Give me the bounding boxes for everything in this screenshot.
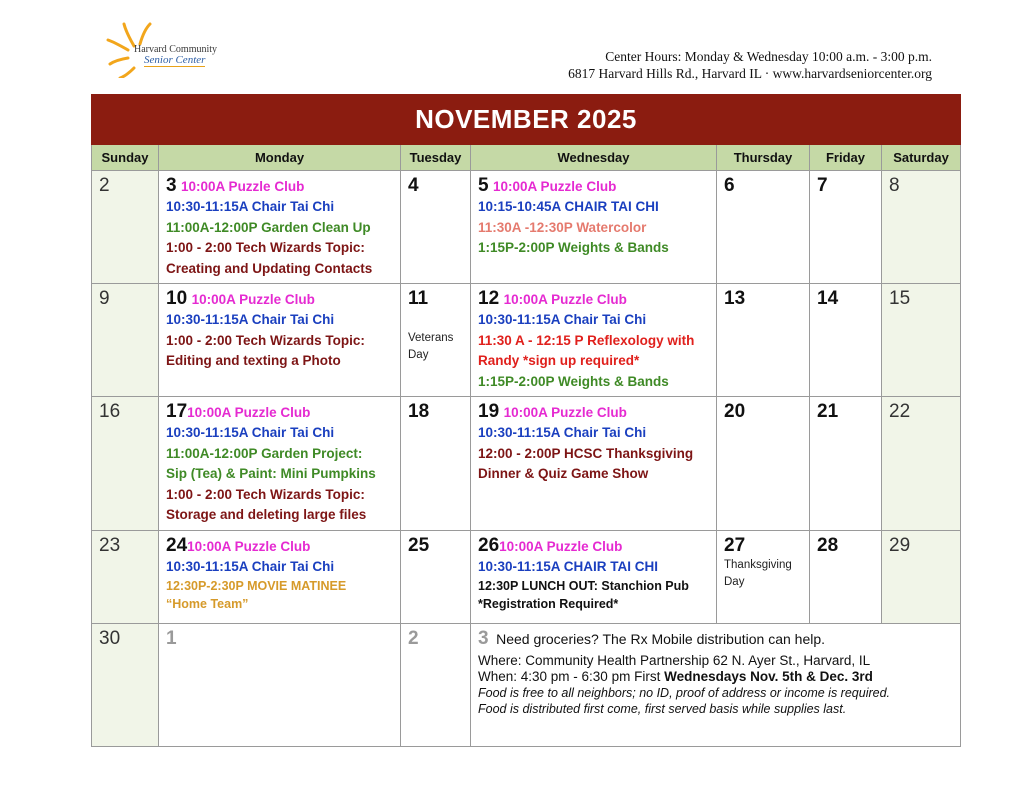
event: Editing and texting a Photo [166,353,341,368]
dow-thursday: Thursday [717,145,810,171]
event: 12:30P LUNCH OUT: Stanchion Pub [478,579,689,593]
logo-line2: Senior Center [144,54,206,66]
dow-wednesday: Wednesday [471,145,717,171]
day-cell [882,530,961,623]
day-number: 26 [478,534,500,556]
day-cell [882,171,961,284]
day-cell [92,171,159,284]
event: 1:15P-2:00P Weights & Bands [478,373,669,389]
day-number: 25 [408,534,430,556]
day-number: 28 [817,534,839,556]
event: 10:00A Puzzle Club [503,292,627,307]
holiday-note: Day [724,575,745,588]
event: 1:00 - 2:00 Tech Wizards Topic: [166,332,365,348]
day-cell [471,530,717,623]
day-cell [159,623,401,746]
day-number: 29 [889,534,911,556]
holiday-note: Day [408,349,429,361]
day-number: 23 [99,534,121,556]
info-when: When: 4:30 pm - 6:30 pm First Wednesdays Nov. 5th & Dec. 3rd [478,668,873,684]
day-number: 13 [724,288,746,309]
day-number: 7 [817,175,828,196]
event: Randy *sign up required* [478,353,640,368]
event: 10:30-11:15A Chair Tai Chi [166,425,335,440]
calendar-table [91,94,961,747]
week-row [92,171,961,284]
event: Creating and Updating Contacts [166,260,373,276]
event: 12:00 - 2:00P HCSC Thanksgiving [478,445,694,461]
day-cell [810,397,882,531]
day-cell [717,397,810,531]
event: 11:30A -12:30P Watercolor [478,219,647,235]
day-number: 15 [889,288,911,309]
day-number: 3 [478,627,489,649]
day-cell [401,171,471,284]
center-info [568,48,932,82]
event: Storage and deleting large files [166,507,367,522]
event: 1:15P-2:00P Weights & Bands [478,240,669,255]
dow-tuesday: Tuesday [401,145,471,171]
food-distribution-cell [471,623,961,746]
day-cell [471,171,717,284]
month-title: NOVEMBER 2025 [92,95,961,145]
event: 10:00A Puzzle Club [187,538,311,554]
day-cell [159,284,401,397]
day-cell [159,530,401,623]
day-cell [401,284,471,397]
event: 10:30-11:15A Chair Tai Chi [166,312,335,327]
day-number: 18 [408,401,430,422]
event: 10:00A Puzzle Club [191,292,315,307]
day-cell [882,397,961,531]
center-address: 6817 Harvard Hills Rd., Harvard IL · www.harvardseniorcenter.org [568,66,932,81]
day-number: 21 [817,401,839,422]
center-hours: Center Hours: Monday & Wednesday 10:00 a.m. - 3:00 p.m. [605,49,932,64]
day-number: 17 [166,401,188,422]
dow-sunday: Sunday [92,145,159,171]
event: 11:30 A - 12:15 P Reflexology with [478,332,695,348]
day-number: 2 [99,175,110,196]
event: 10:00A Puzzle Club [493,179,617,194]
day-cell [92,530,159,623]
event: 10:30-11:15A Chair Tai Chi [478,312,647,327]
dow-saturday: Saturday [882,145,961,171]
week-row [92,284,961,397]
day-cell [401,623,471,746]
day-cell [471,397,717,531]
dow-friday: Friday [810,145,882,171]
day-number: 16 [99,401,121,422]
event: 11:00A-12:00P Garden Clean Up [166,219,371,235]
day-cell [717,171,810,284]
event: 1:00 - 2:00 Tech Wizards Topic: [166,486,365,502]
event: 11:00A-12:00P Garden Project: [166,445,363,461]
day-number: 1 [166,627,177,649]
info-dates: Wednesdays Nov. 5th & Dec. 3rd [664,668,873,684]
event: 1:00 - 2:00 Tech Wizards Topic: [166,240,365,255]
event: 10:00A Puzzle Club [499,538,623,554]
week-row [92,530,961,623]
day-number: 27 [724,534,746,556]
day-number: 11 [408,288,429,309]
day-cell [717,530,810,623]
day-number: 5 [478,175,489,196]
day-cell [401,530,471,623]
event: Dinner & Quiz Game Show [478,466,649,481]
event: 10:00A Puzzle Club [503,405,627,420]
weekday-header [92,145,961,171]
day-number: 24 [166,534,188,556]
day-number: 2 [408,627,419,649]
logo-line1: Harvard Community [134,44,218,55]
holiday-note: Veterans [408,332,454,344]
day-cell [810,530,882,623]
day-cell [92,623,159,746]
info-note: Food is distributed first come, first served basis while supplies last. [478,701,847,716]
day-cell [717,284,810,397]
day-number: 12 [478,288,500,309]
event: 10:15-10:45A CHAIR TAI CHI [478,199,659,214]
day-number: 30 [99,627,121,649]
week-row [92,397,961,531]
info-headline: Need groceries? The Rx Mobile distribution can help. [496,630,826,647]
dow-monday: Monday [159,145,401,171]
day-number: 20 [724,401,746,422]
event: 10:30-11:15A Chair Tai Chi [478,425,647,440]
day-cell [92,284,159,397]
day-number: 8 [889,175,900,196]
center-logo [104,18,234,80]
event: “Home Team” [166,597,249,611]
day-cell [159,171,401,284]
day-number: 9 [99,288,110,309]
day-cell [92,397,159,531]
day-cell [401,397,471,531]
day-number: 10 [166,288,188,309]
event: 10:00A Puzzle Club [187,405,311,420]
day-number: 22 [889,401,911,422]
day-cell [471,284,717,397]
day-cell [159,397,401,531]
info-note: Food is free to all neighbors; no ID, proof of address or income is required. [478,685,891,700]
day-number: 4 [408,175,419,196]
event: 12:30P-2:30P MOVIE MATINEE [166,579,347,593]
day-cell [810,284,882,397]
day-cell [882,284,961,397]
event: *Registration Required* [478,597,619,611]
event: 10:30-11:15A Chair Tai Chi [166,558,335,574]
info-where: Where: Community Health Partnership 62 N. Ayer St., Harvard, IL [478,652,871,668]
event: Sip (Tea) & Paint: Mini Pumpkins [166,466,376,481]
event: 10:30-11:15A Chair Tai Chi [166,199,335,214]
event: 10:00A Puzzle Club [181,179,305,194]
day-number: 3 [166,175,177,196]
day-number: 14 [817,288,839,309]
day-cell [810,171,882,284]
day-number: 6 [724,175,735,196]
week-row [92,623,961,746]
day-number: 19 [478,401,500,422]
event: 10:30-11:15A CHAIR TAI CHI [478,558,659,574]
holiday-note: Thanksgiving [724,558,792,571]
